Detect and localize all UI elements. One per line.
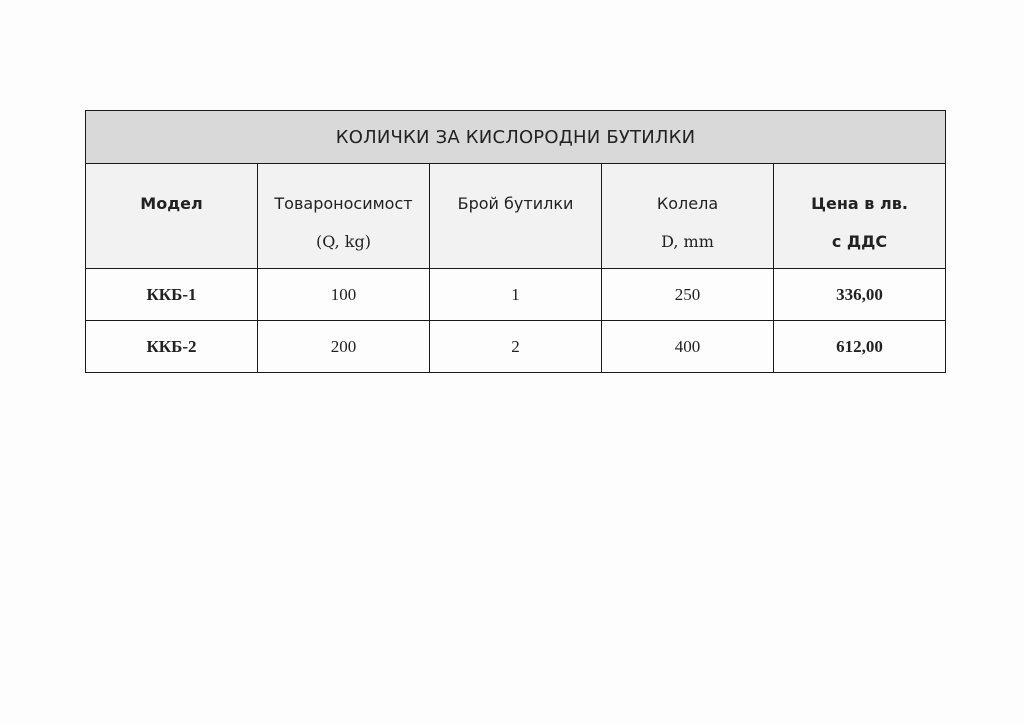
table-title: КОЛИЧКИ ЗА КИСЛОРОДНИ БУТИЛКИ (86, 111, 946, 164)
header-bottles-label: Брой бутилки (457, 194, 574, 213)
header-capacity-label: Товароносимост (274, 194, 413, 213)
cell-capacity: 200 (258, 321, 430, 373)
cell-price: 336,00 (774, 269, 946, 321)
header-bottles (430, 164, 602, 269)
header-wheels-label: Колела (656, 194, 719, 213)
cell-model: ККБ-1 (86, 269, 258, 321)
header-model (86, 164, 258, 269)
header-model-label: Модел (140, 194, 203, 213)
price-table (85, 110, 946, 373)
header-price-label: Цена в лв. (811, 194, 908, 213)
header-row (86, 164, 946, 269)
table-row (86, 321, 946, 373)
table-row (86, 269, 946, 321)
cell-bottles: 1 (430, 269, 602, 321)
header-wheels-unit: D, mm (661, 232, 714, 251)
cell-model: ККБ-2 (86, 321, 258, 373)
cell-wheels: 400 (602, 321, 774, 373)
title-row (86, 111, 946, 164)
cell-capacity: 100 (258, 269, 430, 321)
header-price-vat: с ДДС (831, 232, 888, 251)
header-capacity (258, 164, 430, 269)
cell-wheels: 250 (602, 269, 774, 321)
header-wheels (602, 164, 774, 269)
header-price (774, 164, 946, 269)
cell-price: 612,00 (774, 321, 946, 373)
cell-bottles: 2 (430, 321, 602, 373)
header-capacity-unit: (Q, kg) (316, 232, 371, 251)
